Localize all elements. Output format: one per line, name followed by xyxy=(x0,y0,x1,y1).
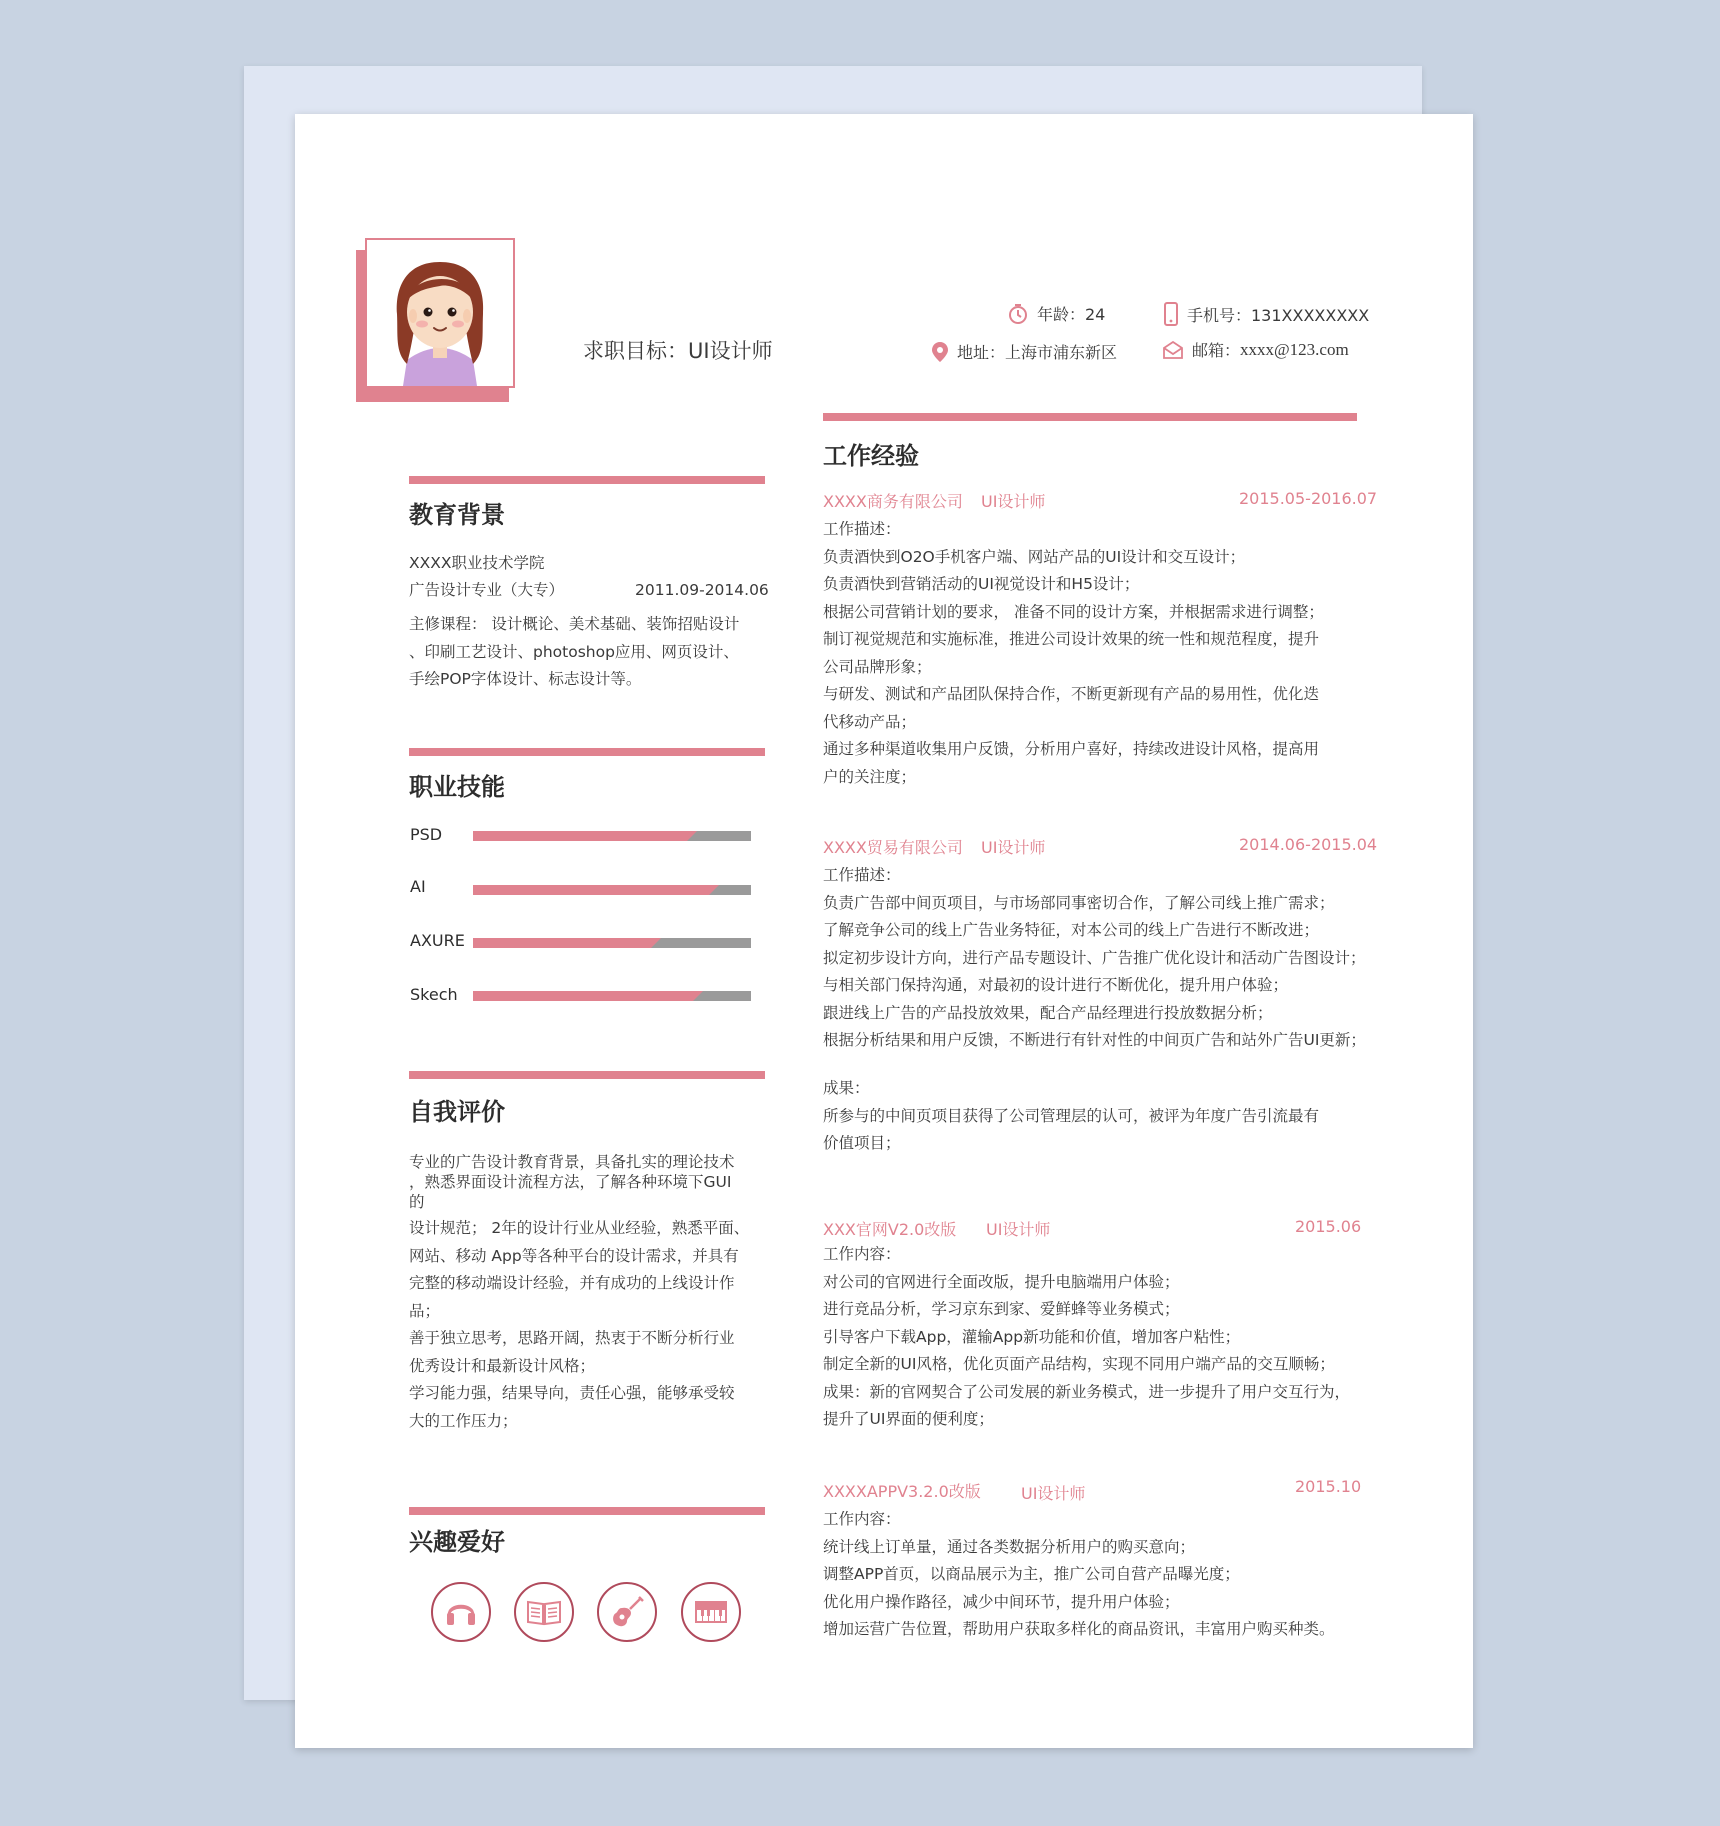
job-line: 引导客户下载App，灌输App新功能和价值，增加客户粘性； xyxy=(823,1327,1241,1346)
self-eval-line: 网站、移动 App等各种平台的设计需求，并具有 xyxy=(409,1246,739,1265)
address-text: 地址：上海市浦东新区 xyxy=(957,343,1118,362)
phone-icon xyxy=(1163,302,1179,326)
job-role: UI设计师 xyxy=(981,838,1046,857)
job-line: 负责酒快到营销活动的UI视觉设计和H5设计； xyxy=(823,575,1140,593)
age-info xyxy=(1007,302,1105,325)
work-divider xyxy=(823,413,1357,421)
job-description xyxy=(823,1241,1350,1434)
headphones-icon xyxy=(444,1595,478,1629)
self-eval-line: 善于独立思考，思路开阔，热衷于不断分析行业 xyxy=(409,1329,735,1347)
hobbies-divider xyxy=(409,1507,765,1515)
self-eval-line: 完整的移动端设计经验，并有成功的上线设计作 xyxy=(409,1274,735,1292)
job-line: 与研发、测试和产品团队保持合作，不断更新现有产品的易用性，优化迭 xyxy=(823,685,1320,703)
job-line: 公司品牌形象； xyxy=(823,657,932,676)
job-line: 了解竞争公司的线上广告业务特征，对本公司的线上广告进行不断改进； xyxy=(823,921,1320,939)
work-title: 工作经验 xyxy=(823,442,919,470)
self-eval-text xyxy=(409,1215,749,1435)
skill-bar-skech xyxy=(473,991,751,1001)
avatar xyxy=(365,238,515,388)
major: 广告设计专业（大专） xyxy=(409,581,565,599)
job-line: 拟定初步设计方向，进行产品专题设计、广告推广优化设计和活动广告图设计； xyxy=(823,948,1366,967)
job-line: 优化用户操作路径，减少中间环节，提升用户体验； xyxy=(823,1592,1180,1611)
job-line: 工作内容： xyxy=(823,1510,901,1528)
skill-fill xyxy=(473,885,709,895)
job-line: 增加运营广告位置，帮助用户获取多样化的商品资讯，丰富用户购买种类。 xyxy=(823,1620,1335,1638)
job-line: 调整APP首页，以商品展示为主，推广公司自营产品曝光度； xyxy=(823,1565,1240,1583)
age-text: 年龄：24 xyxy=(1037,305,1106,324)
course-line: 主修课程： 设计概论、美术基础、装饰招贴设计 xyxy=(409,615,740,633)
job-description xyxy=(823,1506,1335,1644)
job-period: 2014.06-2015.04 xyxy=(1239,835,1378,854)
skill-label: PSD xyxy=(410,825,443,844)
job-line: 进行竞品分析，学习京东到家、爱鲜蜂等业务模式； xyxy=(823,1300,1180,1318)
book-icon xyxy=(526,1597,562,1627)
job-period: 2015.06 xyxy=(1295,1217,1362,1236)
skill-fill xyxy=(473,938,651,948)
skill-label: Skech xyxy=(410,985,458,1004)
phone-text: 手机号：131XXXXXXXX xyxy=(1187,305,1370,325)
course-line: 手绘POP字体设计、标志设计等。 xyxy=(409,670,642,688)
job-role: UI设计师 xyxy=(981,492,1046,511)
job-line: 工作描述： xyxy=(823,520,901,538)
job-period: 2015.10 xyxy=(1295,1477,1362,1496)
address-info xyxy=(931,340,1117,363)
hobby-music xyxy=(431,1582,491,1642)
skills-divider xyxy=(409,748,765,756)
location-pin-icon xyxy=(931,341,949,363)
job-line: 提升了UI界面的便利度； xyxy=(823,1410,994,1428)
job-line: 负责广告部中间页项目，与市场部同事密切合作，了解公司线上推广需求； xyxy=(823,893,1335,912)
skill-label: AI xyxy=(410,877,426,896)
job-objective: 求职目标：UI设计师 xyxy=(583,339,773,363)
clock-icon xyxy=(1007,303,1029,325)
guitar-icon xyxy=(610,1595,644,1629)
job-line: 负责酒快到O2O手机客户端、网站产品的UI设计和交互设计； xyxy=(823,547,1246,566)
job-company: XXXX贸易有限公司 xyxy=(823,838,963,857)
email-label: 邮箱： xyxy=(1192,341,1241,360)
piano-icon xyxy=(693,1598,729,1626)
education-divider xyxy=(409,476,765,484)
hobbies-title: 兴趣爱好 xyxy=(409,1528,505,1556)
hobby-guitar xyxy=(597,1582,657,1642)
job-line: 与相关部门保持沟通，对最初的设计进行不断优化，提升用户体验； xyxy=(823,976,1289,994)
job-line: 根据公司营销计划的要求， 准备不同的设计方案，并根据需求进行调整； xyxy=(823,602,1324,621)
job-line: 代移动产品； xyxy=(823,712,917,731)
self-eval-line: 优秀设计和最新设计风格； xyxy=(409,1356,596,1375)
mail-icon xyxy=(1162,341,1184,359)
self-eval-line: 学习能力强，结果导向，责任心强，能够承受较 xyxy=(409,1384,735,1402)
job-line: 统计线上订单量，通过各类数据分析用户的购买意向； xyxy=(823,1537,1196,1556)
skill-bar-axure xyxy=(473,938,751,948)
job-result xyxy=(823,1075,1319,1158)
self-eval-title: 自我评价 xyxy=(409,1098,505,1126)
course-line: 、印刷工艺设计、photoshop应用、网页设计、 xyxy=(409,642,739,661)
self-eval-line: 专业的广告设计教育背景，具备扎实的理论技术 xyxy=(409,1153,735,1171)
job-line: 制订视觉规范和实施标准，推进公司设计效果的统一性和规范程度，提升 xyxy=(823,630,1320,648)
skill-bar-psd xyxy=(473,831,751,841)
job-line: 价值项目； xyxy=(823,1134,901,1152)
job-line: 户的关注度； xyxy=(823,767,917,786)
job-role: UI设计师 xyxy=(1021,1484,1086,1503)
job-line: 工作描述： xyxy=(823,866,901,884)
job-description xyxy=(823,862,1366,1055)
education-period: 2011.09-2014.06 xyxy=(635,581,769,599)
email-text[interactable]: xxxx@123.com xyxy=(1240,339,1349,359)
girl-avatar-icon xyxy=(367,240,513,386)
skill-fill xyxy=(473,831,687,841)
skill-bar-ai xyxy=(473,885,751,895)
course-list xyxy=(409,611,739,694)
self-eval-divider xyxy=(409,1071,765,1079)
job-company: XXX官网V2.0改版 xyxy=(823,1220,957,1239)
job-line: 成果：新的官网契合了公司发展的新业务模式，进一步提升了用户交互行为， xyxy=(823,1382,1351,1401)
skill-fill xyxy=(473,991,693,1001)
job-line: 所参与的中间页项目获得了公司管理层的认可，被评为年度广告引流最有 xyxy=(823,1106,1320,1125)
hobby-piano xyxy=(681,1582,741,1642)
skills-title: 职业技能 xyxy=(409,773,505,801)
hobby-reading xyxy=(514,1582,574,1642)
self-eval-line: 品； xyxy=(409,1301,441,1320)
job-role: UI设计师 xyxy=(986,1220,1051,1239)
email-info xyxy=(1162,338,1349,361)
job-company: XXXXAPPV3.2.0改版 xyxy=(823,1482,981,1501)
self-eval-text-top xyxy=(409,1152,735,1212)
job-line: 工作内容： xyxy=(823,1245,901,1263)
education-title: 教育背景 xyxy=(409,501,505,529)
job-period: 2015.05-2016.07 xyxy=(1239,489,1378,508)
job-line: 成果： xyxy=(823,1079,870,1097)
resume-page xyxy=(295,114,1473,1748)
job-line: 对公司的官网进行全面改版，提升电脑端用户体验； xyxy=(823,1272,1180,1291)
job-company: XXXX商务有限公司 xyxy=(823,492,963,511)
self-eval-line: ，熟悉界面设计流程方法，了解各种环境下GUI xyxy=(409,1173,732,1191)
self-eval-line: 大的工作压力； xyxy=(409,1411,518,1430)
job-line: 跟进线上广告的产品投放效果，配合产品经理进行投放数据分析； xyxy=(823,1003,1273,1022)
skill-label: AXURE xyxy=(410,931,465,950)
school-name: XXXX职业技术学院 xyxy=(409,554,545,572)
job-description xyxy=(823,516,1324,791)
phone-info xyxy=(1163,302,1369,326)
self-eval-line: 的 xyxy=(409,1193,425,1211)
job-line: 制定全新的UI风格，优化页面产品结构，实现不同用户端产品的交互顺畅； xyxy=(823,1355,1335,1373)
job-line: 根据分析结果和用户反馈，不断进行有针对性的中间页广告和站外广告UI更新； xyxy=(823,1031,1366,1049)
self-eval-line: 设计规范； 2年的设计行业从业经验，熟悉平面、 xyxy=(409,1219,750,1237)
job-line: 通过多种渠道收集用户反馈，分析用户喜好，持续改进设计风格，提高用 xyxy=(823,740,1320,758)
